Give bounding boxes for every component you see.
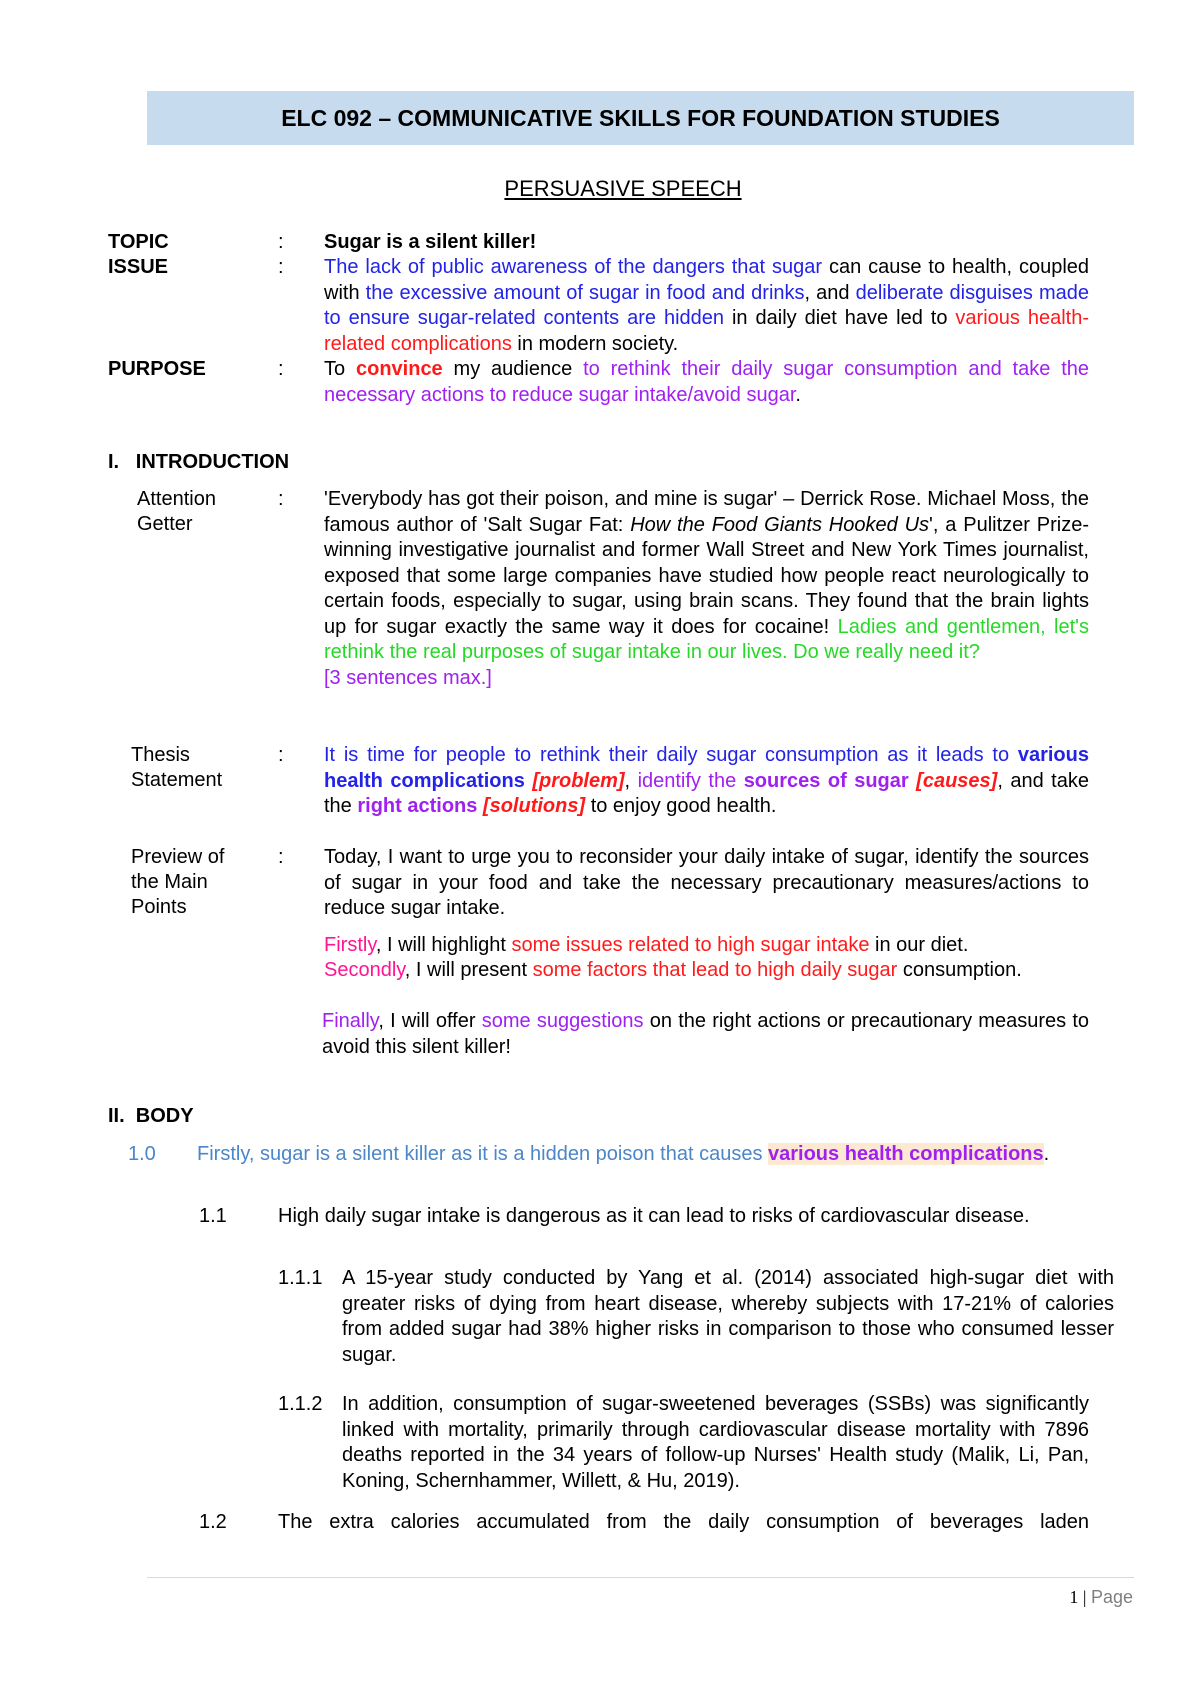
body-heading: II. BODY [108, 1105, 194, 1127]
preview-label-2: the Main [131, 871, 208, 893]
preview-point-second [324, 958, 1024, 984]
preview-label-3: Points [131, 896, 187, 918]
topic-colon: : [278, 231, 284, 253]
issue-part: in daily diet have led to [724, 307, 956, 329]
preview-part: , I will offer [378, 1010, 482, 1032]
thesis-colon: : [278, 744, 284, 766]
point-part: Firstly, sugar is a silent killer as it is a hidden poison that causes [197, 1143, 768, 1165]
point-1-0-number: 1.0 [128, 1143, 156, 1165]
preview-part: some factors that lead to high daily sugar [532, 959, 898, 981]
purpose-colon: : [278, 358, 284, 380]
point-1-1-text: High daily sugar intake is dangerous as it can lead to risks of cardiovascular disease. [278, 1205, 1030, 1227]
issue-part: The lack of public awareness of the dangers that sugar [324, 256, 823, 278]
introduction-heading: I. INTRODUCTION [108, 451, 290, 473]
document-subtitle: PERSUASIVE SPEECH [504, 176, 742, 201]
thesis-part: right actions [357, 795, 478, 817]
issue-part: can cause to health, coupled with [324, 256, 1090, 304]
attention-colon: : [278, 488, 284, 510]
preview-part: Firstly [324, 934, 376, 956]
point-1-0-text [197, 1142, 1089, 1168]
purpose-part: convince [355, 358, 443, 380]
preview-part: , I will highlight [375, 934, 512, 956]
document-header-banner [147, 91, 1134, 145]
thesis-part: sources of sugar [743, 769, 909, 792]
thesis-statement-text [324, 743, 1089, 820]
thesis-part: to enjoy good health. [585, 795, 777, 817]
page-footer [1069, 1587, 1133, 1608]
purpose-part: . [795, 383, 801, 406]
issue-part: various health-related complications [324, 307, 1089, 355]
thesis-part: , and take the [324, 769, 1089, 817]
point-part: various health complications [768, 1143, 1044, 1165]
preview-part: consumption. [897, 959, 1022, 981]
thesis-part: [solutions] [477, 795, 586, 817]
preview-label-1: Preview of [131, 846, 225, 868]
attention-getter-text [324, 487, 1089, 691]
attention-part: [3 sentences max.] [324, 666, 492, 689]
topic-value: Sugar is a silent killer! [324, 231, 537, 253]
attention-part: How the Food Giants Hooked Us [630, 513, 930, 536]
preview-part: on the right actions or precautionary measures to avoid this silent killer! [322, 1010, 1090, 1058]
preview-part: some issues related to high sugar intake [511, 934, 870, 956]
preview-intro-text: Today, I want to urge you to reconsider your daily intake of sugar, identify the sources of sugar in your food and take the necessary precautionary measures/actions to reduce sugar intake. [324, 846, 1089, 919]
thesis-part: It is time for people to rethink their daily sugar consumption as it leads to [324, 744, 1018, 766]
footer-divider [147, 1577, 1134, 1578]
point-1-1-2-text: In addition, consumption of sugar-sweetened beverages (SSBs) was significantly linked with mortality, primarily through cardiovascular disease mortality with 7896 deaths reported in the 34 years of follow-up Nurses' Health study (Malik, Li, Pan, Koning, Schernhammer, Willett, & Hu, 2019). [342, 1393, 1089, 1492]
point-1-1-1-number: 1.1.1 [278, 1267, 323, 1289]
thesis-part: [problem] [524, 769, 625, 792]
course-title: ELC 092 – COMMUNICATIVE SKILLS FOR FOUNDATION STUDIES [281, 104, 1000, 131]
issue-part: the excessive amount of sugar in food and drinks [365, 281, 805, 304]
page-label: Page [1090, 1587, 1133, 1607]
issue-part: in modern society. [511, 332, 679, 355]
point-part: . [1043, 1143, 1050, 1165]
attention-part: 'Everybody has got their poison, and mine is sugar' – Derrick Rose. Michael Moss, the famous author of 'Salt Sugar Fat: [324, 488, 1089, 536]
preview-colon: : [278, 846, 284, 868]
attention-part: ', a Pulitzer Prize-winning investigative journalist and former Wall Street and New York Times journalist, exposed that some large companies have studied how people react neurologically to certain foods, especially to sugar, using brain scans. They found that the brain lights up for sugar exactly the same way it does for cocaine! [324, 513, 1089, 638]
preview-part: Finally [322, 1010, 379, 1032]
attention-label-2: Getter [137, 513, 193, 535]
topic-label: TOPIC [108, 231, 169, 253]
thesis-part: identify the [637, 769, 744, 792]
preview-part: Secondly [324, 959, 405, 981]
purpose-label: PURPOSE [108, 358, 206, 380]
thesis-part: various health complications [324, 744, 1089, 792]
purpose-part: To [324, 358, 356, 380]
attention-part: Ladies and gentlemen, let's rethink the real purposes of sugar intake in our lives. Do we really need it? [324, 615, 1089, 663]
purpose-text [324, 357, 1089, 408]
issue-part: deliberate disguises made to ensure sugar-related contents are hidden [324, 281, 1089, 329]
issue-text [324, 255, 1089, 357]
point-1-2-number: 1.2 [199, 1511, 227, 1533]
preview-part: in our diet. [869, 934, 969, 956]
thesis-part: [causes] [908, 769, 998, 792]
issue-part: , and [804, 281, 856, 304]
page-separator: | [1082, 1587, 1087, 1607]
point-1-2-text: The extra calories accumulated from the daily consumption of beverages laden [278, 1511, 1089, 1533]
point-1-1-1-text: A 15-year study conducted by Yang et al. (2014) associated high-sugar diet with greater risks of dying from heart disease, whereby subjects with 17-21% of calories from added sugar had 38% higher risks in comparison to those who consumed lesser sugar. [342, 1267, 1114, 1366]
thesis-label-2: Statement [131, 769, 223, 791]
thesis-label-1: Thesis [131, 744, 190, 766]
preview-part: , I will present [404, 959, 533, 981]
attention-label-1: Attention [137, 488, 216, 510]
page-number: 1 [1069, 1587, 1079, 1607]
issue-colon: : [278, 256, 284, 278]
preview-point-final [322, 1009, 1089, 1060]
point-1-1-2-number: 1.1.2 [278, 1393, 323, 1415]
preview-part: some suggestions [481, 1010, 644, 1032]
thesis-part: , [624, 769, 638, 792]
point-1-1-number: 1.1 [199, 1205, 227, 1227]
purpose-part: to rethink their daily sugar consumption and take the necessary actions to reduce sugar intake/avoid sugar [324, 358, 1090, 406]
preview-point-first [324, 933, 1089, 959]
purpose-part: my audience [442, 358, 584, 380]
issue-label: ISSUE [108, 256, 169, 278]
